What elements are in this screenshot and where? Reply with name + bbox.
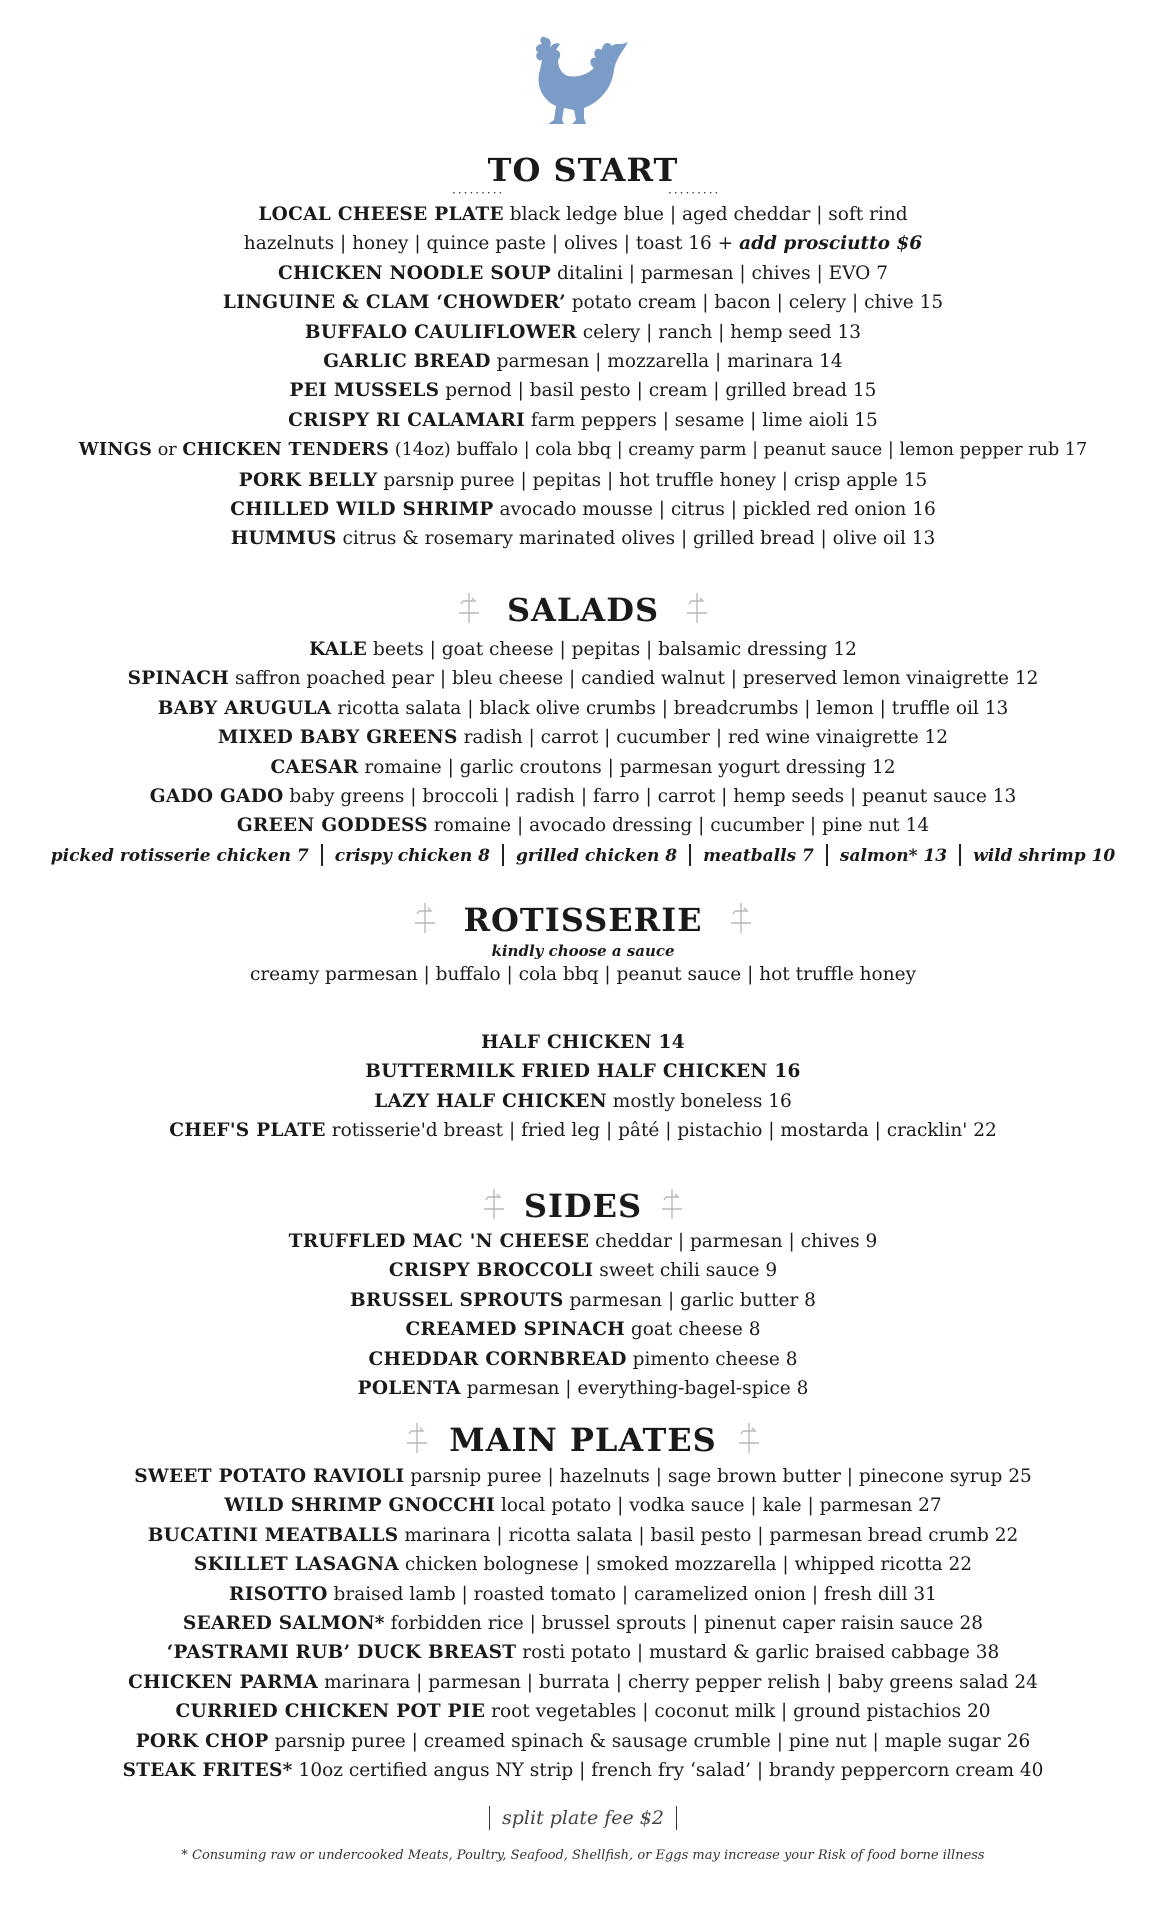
- list-item: CHICKEN NOODLE SOUP ditalini | parmesan | chives | EVO 7: [278, 262, 888, 284]
- list-item: SEARED SALMON* forbidden rice | brussel sprouts | pinenut caper raisin sauce 28: [182, 1613, 984, 1635]
- list-item: WINGS or CHICKEN TENDERS (14oz) buffalo | cola bbq | creamy parm | peanut sauce | lemon pepper rub 17: [78, 439, 1088, 461]
- list-item: CHILLED WILD SHRIMP avocado mousse | citrus | pickled red onion 16: [230, 499, 936, 521]
- list-item: CAESAR romaine | garlic croutons | parmesan yogurt dressing 12: [270, 756, 896, 778]
- rooster-icon: [516, 30, 632, 130]
- divider: [489, 1806, 491, 1830]
- list-item: LAZY HALF CHICKEN mostly boneless 16: [374, 1090, 792, 1112]
- weathervane-icon: [457, 591, 481, 625]
- list-item: GADO GADO baby greens | broccoli | radish | farro | carrot | hemp seeds | peanut sauce 13: [149, 786, 1017, 808]
- list-item: PORK BELLY parsnip puree | pepitas | hot truffle honey | crisp apple 15: [238, 469, 928, 491]
- list-item: BABY ARUGULA ricotta salata | black olive crumbs | breadcrumbs | lemon | truffle oil 13: [157, 697, 1009, 719]
- list-item: PEI MUSSELS pernod | basil pesto | cream | grilled bread 15: [289, 380, 877, 402]
- list-item: TRUFFLED MAC 'N CHEESE cheddar | parmesan | chives 9: [288, 1231, 878, 1252]
- section-salads: [0, 590, 1166, 630]
- section-to-start: [0, 150, 1166, 190]
- rotisserie-sauces: creamy parmesan | buffalo | cola bbq | peanut sauce | hot truffle honey: [249, 964, 917, 985]
- main-plates-list: [0, 1462, 1166, 1785]
- list-item: WILD SHRIMP GNOCCHI local potato | vodka sauce | kale | parmesan 27: [224, 1495, 942, 1517]
- list-item: BUFFALO CAULIFLOWER celery | ranch | hemp seed 13: [304, 321, 862, 343]
- list-item: LINGUINE & CLAM ‘CHOWDER’ potato cream | bacon | celery | chive 15: [222, 292, 944, 314]
- list-item: SKILLET LASAGNA chicken bolognese | smoked mozzarella | whipped ricotta 22: [193, 1554, 973, 1576]
- list-item: HALF CHICKEN 14: [481, 1032, 685, 1053]
- section-main-plates: [0, 1420, 1166, 1460]
- list-item: STEAK FRITES* 10oz certified angus NY strip | french fry ‘salad’ | brandy peppercorn cream 40: [122, 1760, 1044, 1782]
- list-item: KALE beets | goat cheese | pepitas | balsamic dressing 12: [309, 639, 857, 660]
- weathervane-icon: [737, 1421, 761, 1455]
- list-item: BUTTERMILK FRIED HALF CHICKEN 16: [365, 1061, 801, 1083]
- list-item: CRISPY RI CALAMARI farm peppers | sesame | lime aioli 15: [288, 409, 878, 431]
- section-title: MAIN PLATES: [449, 1421, 717, 1459]
- list-item: CHEF'S PLATE rotisserie'd breast | fried leg | pâté | pistachio | mostarda | cracklin' 22: [169, 1120, 997, 1142]
- weathervane-icon: [405, 1421, 429, 1455]
- list-item: SWEET POTATO RAVIOLI parsnip puree | hazelnuts | sage brown butter | pinecone syrup 25: [134, 1466, 1032, 1487]
- split-plate-fee: split plate fee $2: [0, 1806, 1166, 1830]
- section-rotisserie: [0, 900, 1166, 988]
- weathervane-icon: [729, 901, 753, 935]
- list-item: GARLIC BREAD parmesan | mozzarella | marinara 14: [323, 351, 843, 373]
- sides-list: [0, 1227, 1166, 1403]
- weathervane-icon: [413, 901, 437, 935]
- section-title: SALADS: [506, 591, 660, 629]
- list-item: hazelnuts | honey | quince paste | olives | toast 16 + add prosciutto $6: [243, 233, 923, 255]
- weathervane-icon: [685, 591, 709, 625]
- list-item: SPINACH saffron poached pear | bleu cheese | candied walnut | preserved lemon vinaigrette 12: [127, 668, 1039, 690]
- list-item: LOCAL CHEESE PLATE black ledge blue | aged cheddar | soft rind: [258, 204, 908, 225]
- list-item: PORK CHOP parsnip puree | creamed spinach & sausage crumble | pine nut | maple sugar 26: [135, 1730, 1031, 1752]
- divider: [676, 1806, 678, 1830]
- list-item: HUMMUS citrus & rosemary marinated olives | grilled bread | olive oil 13: [230, 528, 936, 550]
- section-sides: [0, 1186, 1166, 1226]
- list-item: CURRIED CHICKEN POT PIE root vegetables | coconut milk | ground pistachios 20: [175, 1701, 991, 1723]
- list-item: CREAMED SPINACH goat cheese 8: [405, 1319, 761, 1341]
- list-item: BUCATINI MEATBALLS marinara | ricotta salata | basil pesto | parmesan bread crumb 22: [147, 1524, 1019, 1546]
- divider-dots-right: ·········: [668, 186, 721, 200]
- rotisserie-note: kindly choose a sauce: [491, 942, 675, 960]
- weathervane-icon: [660, 1187, 684, 1221]
- list-item: ‘PASTRAMI RUB’ DUCK BREAST rosti potato | mustard & garlic braised cabbage 38: [166, 1642, 1000, 1664]
- list-item: CHEDDAR CORNBREAD pimento cheese 8: [368, 1348, 798, 1370]
- list-item: MIXED BABY GREENS radish | carrot | cucumber | red wine vinaigrette 12: [217, 727, 949, 749]
- divider-dots-left: ·········: [452, 186, 505, 200]
- section-title: SIDES: [523, 1187, 643, 1225]
- salads-list: [0, 635, 1166, 871]
- list-item: GREEN GODDESS romaine | avocado dressing | cucumber | pine nut 14: [236, 815, 930, 837]
- to-start-list: [0, 200, 1166, 554]
- section-title: TO START: [487, 151, 679, 189]
- rotisserie-list: [0, 1028, 1166, 1146]
- list-item: RISOTTO braised lamb | roasted tomato | caramelized onion | fresh dill 31: [229, 1583, 937, 1605]
- salad-addons: picked rotisserie chicken 7 crispy chicken 8 grilled chicken 8 meatballs 7 salmon* 13 wild shrimp 10: [50, 845, 1116, 866]
- section-title: ROTISSERIE: [463, 901, 703, 939]
- weathervane-icon: [482, 1187, 506, 1221]
- list-item: CRISPY BROCCOLI sweet chili sauce 9: [388, 1260, 778, 1282]
- list-item: CHICKEN PARMA marinara | parmesan | burrata | cherry pepper relish | baby greens salad 24: [128, 1671, 1038, 1693]
- list-item: BRUSSEL SPROUTS parmesan | garlic butter 8: [350, 1289, 816, 1311]
- list-item: POLENTA parmesan | everything-bagel-spice 8: [357, 1378, 809, 1400]
- disclaimer: * Consuming raw or undercooked Meats, Poultry, Seafood, Shellfish, or Eggs may increase your Risk of food borne illness: [181, 1848, 985, 1863]
